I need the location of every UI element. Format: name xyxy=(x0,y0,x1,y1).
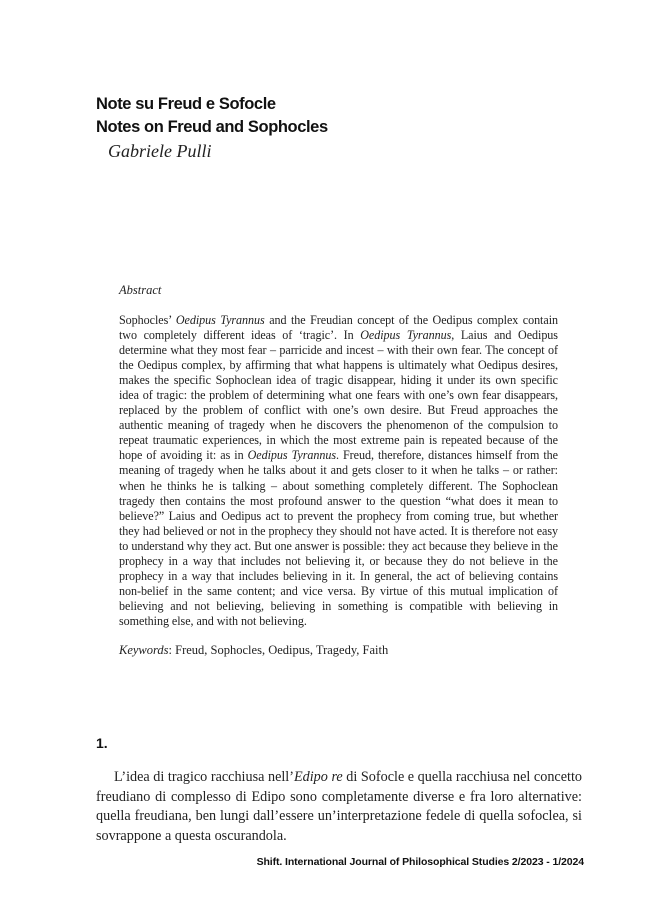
body-text-part: L’idea di tragico racchiusa nell’ xyxy=(114,769,294,785)
abstract-text xyxy=(119,313,558,629)
keywords xyxy=(119,642,558,658)
abstract-section xyxy=(119,282,558,658)
abstract-work-title: Oedipus Tyrannus xyxy=(175,313,265,327)
journal-footer: Shift. International Journal of Philosophical Studies 2/2023 - 1/2024 xyxy=(256,856,584,868)
author-name: Gabriele Pulli xyxy=(108,141,212,161)
keywords-list: : Freud, Sophocles, Oedipus, Tragedy, Faith xyxy=(168,642,389,657)
body-paragraph xyxy=(96,768,582,846)
abstract-text-part: . Freud, therefore, distances himself from the meaning of tragedy when he talks about it and gets closer to it when he talks – or rather: when he thinks he is talking – about something completely different. The Sophoclean tragedy then contains the most profound answer to the question “what does it mean to believe?” Laius and Oedipus act to prevent the prophecy from coming true, but whether they had believed or not in the prophecy they should not have acted. It is therefore not easy to understand why they act. But one answer is possible: they act because they believe in the prophecy in a way that includes not believing it, or because they do not believe in the prophecy in a way that includes believing in it. In general, the act of believing contains non-belief in the same content; and vice versa. By virtue of this mutual implication of believing and not believing, believing in something is compatible with believing in something else, and with not believing. xyxy=(119,448,558,628)
abstract-work-title: Oedipus Tyrannus xyxy=(247,448,336,463)
article-header xyxy=(96,93,576,163)
body-work-title: Edipo re xyxy=(293,769,343,785)
section-number: 1. xyxy=(96,735,108,751)
title-english: Notes on Freud and Sophocles xyxy=(96,118,328,136)
body-text-part: di Sofocle e quella racchiusa nel concetto freudiano di complesso di Edipo sono completamente diverse e fra loro alternative: quella freudiana, ben lungi dall’essere un’interpretazione fedele di quella sofoclea, si sovrappone a questa oscurandola. xyxy=(96,769,582,844)
keywords-label: Keywords xyxy=(119,642,169,657)
abstract-text-part: Sophocles’ xyxy=(119,313,176,327)
abstract-heading: Abstract xyxy=(119,283,162,297)
abstract-work-title: Oedipus Tyrannus xyxy=(360,328,452,343)
abstract-text-part: , Laius and Oedipus determine what they most fear – parricide and incest – with their own fear. The concept of the Oedipus complex, by affirming that what happens is ultimately what Oedipus desires, makes the specific Sophoclean idea of tragic disappear, hiding it under its own specific idea of tragic: the problem of determining what one fears with one’s own fear disappears, replaced by the problem of conflict with one’s own desire. But Freud approaches the authentic meaning of tragedy when he discovers the phenomenon of the compulsion to repeat traumatic experiences, in which the most extreme pain is repeated because of the hope of avoiding it: as in xyxy=(119,328,558,463)
abstract-text-part: and the Freudian concept of the Oedipus complex contain two completely different ideas of ‘tragic’. In xyxy=(119,313,558,343)
title-italian: Note su Freud e Sofocle xyxy=(96,95,276,113)
